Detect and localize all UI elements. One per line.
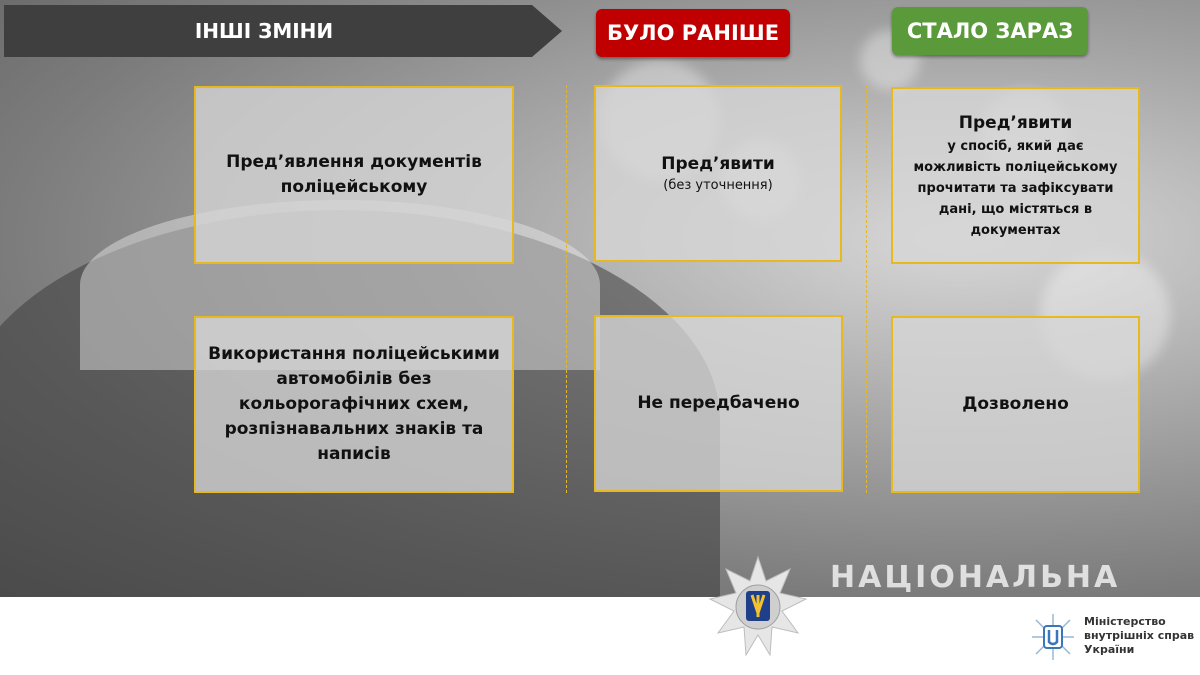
column-divider xyxy=(866,85,867,493)
police-badge-icon xyxy=(706,555,810,659)
page-title: ІНШІ ЗМІНИ xyxy=(194,19,334,43)
ministry-logo-icon xyxy=(1030,612,1076,662)
now-main-text: Пред’явити xyxy=(958,112,1073,133)
before-box-vehicles xyxy=(594,315,843,492)
now-sub-text: у спосіб, який дає можливість поліцейському прочитати та зафіксувати дані, що містяться в документах xyxy=(913,138,1118,238)
ministry-line: України xyxy=(1084,643,1135,656)
ministry-name xyxy=(1084,615,1194,657)
column-divider xyxy=(566,85,567,493)
topic-box-vehicles xyxy=(194,316,514,493)
before-sub-text: (без уточнення) xyxy=(663,178,773,193)
footer-bar xyxy=(0,597,1200,675)
now-box-documents xyxy=(891,87,1140,264)
watermark-text: НАЦІОНАЛЬНА xyxy=(830,560,1121,595)
before-badge: БУЛО РАНІШЕ xyxy=(596,9,790,57)
before-box-documents xyxy=(594,85,842,262)
ministry-line: Міністерство xyxy=(1084,615,1166,628)
ministry-line: внутрішніх справ xyxy=(1084,629,1195,642)
topic-box-documents xyxy=(194,86,514,264)
topic-text: Використання поліцейськими автомобілів без кольорогафічних схем, розпізнавальних знаків та написів xyxy=(208,344,500,464)
topic-text: Пред’явлення документів поліцейському xyxy=(226,152,482,197)
before-main-text: Пред’явити xyxy=(661,154,775,174)
now-main-text: Дозволено xyxy=(962,394,1069,414)
before-main-text: Не передбачено xyxy=(637,393,800,413)
now-box-vehicles xyxy=(891,316,1140,493)
title-banner-arrow xyxy=(532,5,562,57)
now-badge: СТАЛО ЗАРАЗ xyxy=(892,7,1088,55)
